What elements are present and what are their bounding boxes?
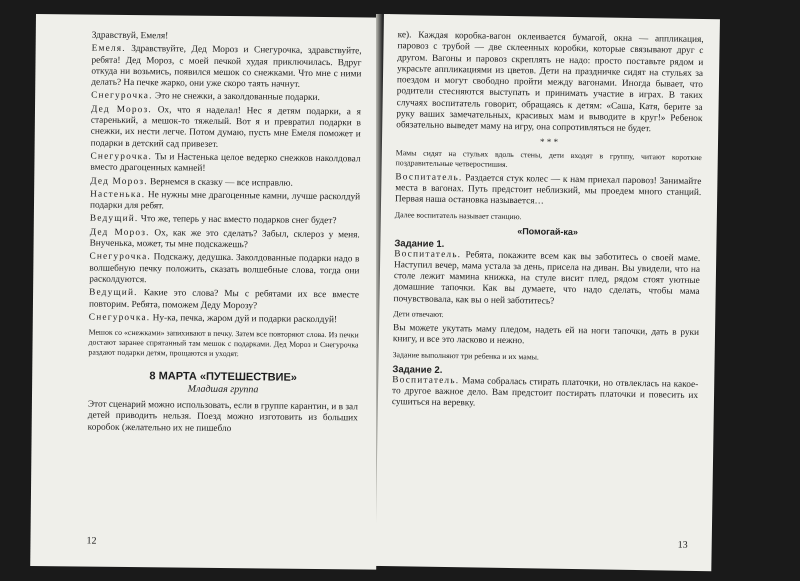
dialogue-line (90, 152, 360, 177)
speaker: Настенька. (90, 189, 146, 201)
speaker: Воспитатель. (392, 374, 460, 386)
dialogue-line (91, 44, 361, 92)
dialogue-line (89, 288, 359, 313)
speaker: Снегурочка. (91, 91, 153, 102)
speech: Какие это слова? Мы с ребятами их все вместе повторим. Ребята, поможем Деду Морозу? (88, 288, 360, 311)
dialogue-line (90, 176, 360, 190)
dialogue-line (89, 312, 359, 326)
speaker: Ведущий. (89, 214, 139, 225)
intro-paragraph: Этот сценарий можно использовать, если в группе карантин, и в зал детей приводить нельзя. Поезд можно изготовить из больших коробок (желательно их не пишебло (87, 399, 358, 434)
speech: Ты и Настенька целое ведерко снежков наколдовал вместо драгоценных камней! (90, 152, 361, 175)
speech: Не нужны мне драгоценные камни, лучше расколдуй подарки для ребят. (89, 190, 361, 212)
dialogue-line (90, 214, 360, 228)
speech: Ребята, покажите всем как вы заботитесь о своей маме. Наступил вечер, мама устала за день, присела на диван. Вы увидели, что на столе лежит мамина книжка, на стуле висит плед, рядом стоят уютные домашние тапочки. Как вы думаете, что надо сделать, чтобы мама почувствовала, как вы о ней заботитесь? (393, 249, 701, 307)
page-number: 13 (677, 539, 688, 551)
speech: Подскажу, дедушка. Заколдованные подарки надо в волшебную печку положить, сказать волшебные слова, тогда они расколдуются. (89, 252, 360, 286)
speaker: Воспитатель. (395, 171, 463, 183)
speaker: Снегурочка. (90, 151, 153, 163)
speech: Что же, теперь у нас вместо подарков снег будет? (138, 214, 337, 227)
dialogue-line (90, 189, 360, 214)
continued-paragraph: ке). Каждая коробка-вагон оклеивается бумагой, окна — аппликация, паровоз с трубой — две склеенных коробки, которые связывают друг с другом. Вагоны и паровоз скреплять не надо: просто поставьте рядом и украсьте аппликациями из цветов. Дети на праздничке сидят на стульях за поездом и могут свободно пройти между вагонами. Иногда бывает, что родители стесняются выступать и принимать участие в играх. В таких случаях воспитатель говорит, обращаясь к детям: «Саша, Катя, берите за руку ваших замечательных, красивых мам и выводите в круг!» Ребенок обязательно выведет маму на игру, она сопротивляться не будет. (396, 30, 704, 135)
stage-note: Задание выполняют три ребенка и их мамы. (392, 349, 539, 362)
speaker: Снегурочка. (88, 312, 151, 324)
speaker: Ведущий. (89, 287, 138, 299)
page-number: 12 (86, 535, 97, 547)
speaker: Дед Мороз. (90, 176, 148, 187)
speech: Это не снежки, а заколдованные подарки. (152, 91, 320, 104)
section-heading: 8 МАРТА «ПУТЕШЕСТВИЕ» (149, 370, 298, 384)
game-title: «Помогай-ка» (517, 225, 579, 237)
dialogue-line (91, 91, 361, 105)
speech: Ох, что я наделал! Нес я детям подарки, а я старенький, а мешок-то тяжелый. Вот я и превратил подарки в снежки, их нести легче. Потом думаю, пусть мне Емеля поможет и подарки в детский сад привезет. (90, 105, 362, 150)
stage-note: Мешок со «снежками» запихивают в печку. Затем все повторяют слова. Из печки достают заранее спрятанный там мешок с подарками. Дед Мороз и Снегурочка раздают подарки детям, прощаются и уходят. (88, 327, 359, 359)
speech: Ну-ка, печка, жаром дуй и подарки расколдуй! (150, 313, 338, 325)
stage-note: Далее воспитатель называет станцию. (394, 209, 522, 221)
greeting-line: Здравствуй, Емеля! (91, 30, 169, 42)
dialogue-line (90, 227, 360, 252)
stage-note: Мамы сидят на стульях вдоль стены, дети входят в группу, читают короткие поздравительные четверостишия. (395, 147, 702, 169)
body-paragraph: Вы можете укутать маму пледом, надеть ей на ноги тапочки, дать в руки книгу, и все это ласково и нежно. (392, 323, 700, 347)
speaker: Емеля. (91, 43, 126, 55)
right-page (375, 14, 720, 571)
speaker: Дед Мороз. (90, 104, 153, 116)
speaker: Дед Мороз. (89, 227, 150, 238)
stage-note: Дети отвечают. (393, 309, 444, 320)
dialogue-line (392, 375, 698, 414)
task-heading: Задание 1. (394, 237, 445, 250)
dialogue-line (393, 249, 700, 310)
speech: Раздается стук колес — к нам приехал паровоз! Занимайте места в вагонах. Путь предстоит неблизкий, мы проедем много станций. Первая наша остановка называется… (395, 172, 702, 207)
speech: Вернемся в сказку — все исправлю. (147, 176, 293, 189)
dialogue-line (395, 172, 701, 211)
dialogue-line (91, 104, 361, 152)
speech: Здравствуйте, Дед Мороз и Снегурочка, здравствуйте, ребята! Дед Мороз, с моей печкой худая приключилась. Вдруг откуда ни возьмись, появился мешок со снежками. Что мне с ними делать? На печке жарко, они уже скоро таять начнут. (91, 44, 362, 90)
speech: Ох, как же это сделать? Забыл, склероз у меня. Внученька, может, ты мне подскажешь? (89, 227, 360, 251)
section-separator: * * * (539, 136, 559, 147)
section-subheading: Младшая группа (187, 383, 259, 396)
task-heading: Задание 2. (392, 363, 443, 376)
speaker: Снегурочка. (89, 251, 152, 263)
left-page (30, 14, 382, 570)
speech: Мама собралась стирать платочки, но отвлеклась на какое-то другое важное дело. Вам предстоит постирать платочки и повесить их сушиться на веревку. (391, 375, 699, 409)
speaker: Воспитатель. (394, 248, 462, 260)
dialogue-line (89, 252, 359, 289)
